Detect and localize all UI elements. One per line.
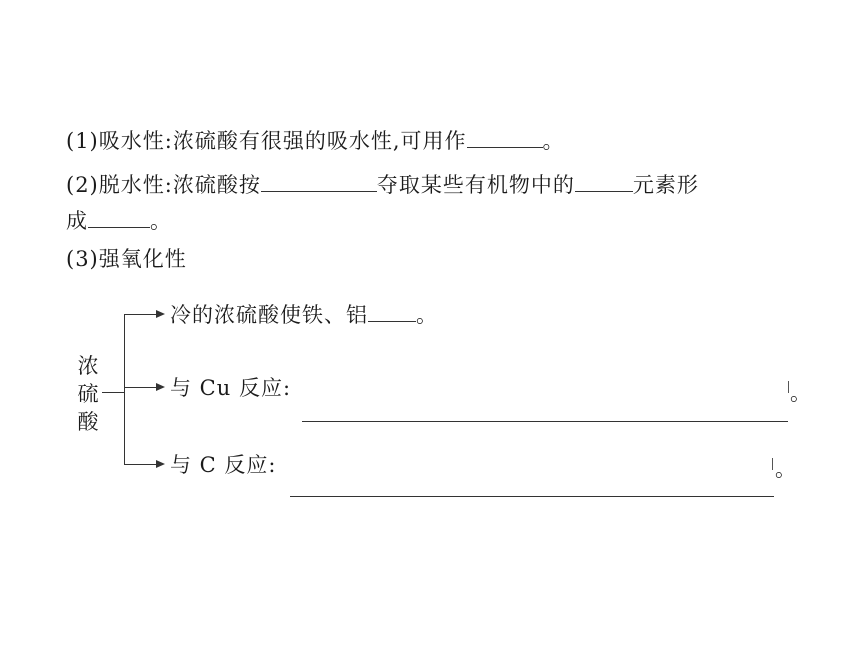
q2-blank-product[interactable] (88, 209, 150, 228)
branch-1-text: 冷的浓硫酸使铁、铝 (170, 303, 368, 327)
branch-3-text: 与 C 反应: (170, 453, 277, 477)
branch-3-answer-line[interactable] (290, 496, 774, 497)
diagram-subject (76, 352, 100, 436)
subject-char-3: 酸 (77, 410, 99, 434)
bracket-stem (102, 392, 124, 393)
bracket-branch-1 (124, 314, 158, 315)
q1-answer-blank[interactable] (467, 129, 543, 148)
arrowhead-2 (156, 383, 165, 391)
branch-3-field-mark (772, 458, 773, 470)
subject-char-2: 硫 (77, 382, 99, 406)
bracket-branch-2 (124, 387, 158, 388)
branch-1-period: 。 (416, 303, 438, 327)
branch-1-answer-blank[interactable] (368, 303, 416, 322)
question-2 (66, 172, 699, 198)
subject-char-1: 浓 (77, 354, 99, 378)
q2-text-mid: 夺取某些有机物中的 (376, 173, 575, 197)
arrowhead-1 (156, 310, 165, 318)
q1-period: 。 (542, 129, 565, 153)
branch-3-end: 。 (775, 457, 797, 481)
branch-2 (170, 375, 291, 401)
bracket-branch-3 (124, 464, 158, 465)
q1-text: (1)吸水性:浓硫酸有很强的吸水性,可用作 (66, 129, 467, 153)
q2-text-tail: 元素形 (632, 173, 699, 197)
q2-blank-ratio[interactable] (261, 173, 377, 192)
question-3 (66, 246, 187, 272)
arrowhead-3 (156, 460, 165, 468)
q2-blank-elements[interactable] (575, 173, 633, 192)
branch-2-answer-line[interactable] (302, 421, 788, 422)
question-1 (66, 128, 565, 154)
branch-2-end: 。 (790, 381, 812, 405)
q2-text: (2)脱水性:浓硫酸按 (66, 173, 261, 197)
bracket-vertical (124, 314, 125, 464)
branch-1 (170, 302, 438, 328)
q2-period: 。 (150, 209, 172, 233)
branch-3 (170, 452, 277, 478)
q3-text: (3)强氧化性 (66, 247, 187, 271)
question-2-continued (66, 208, 172, 234)
branch-2-text: 与 Cu 反应: (170, 376, 292, 400)
q2-text-line2: 成 (66, 209, 88, 233)
branch-2-field-mark (788, 381, 789, 393)
